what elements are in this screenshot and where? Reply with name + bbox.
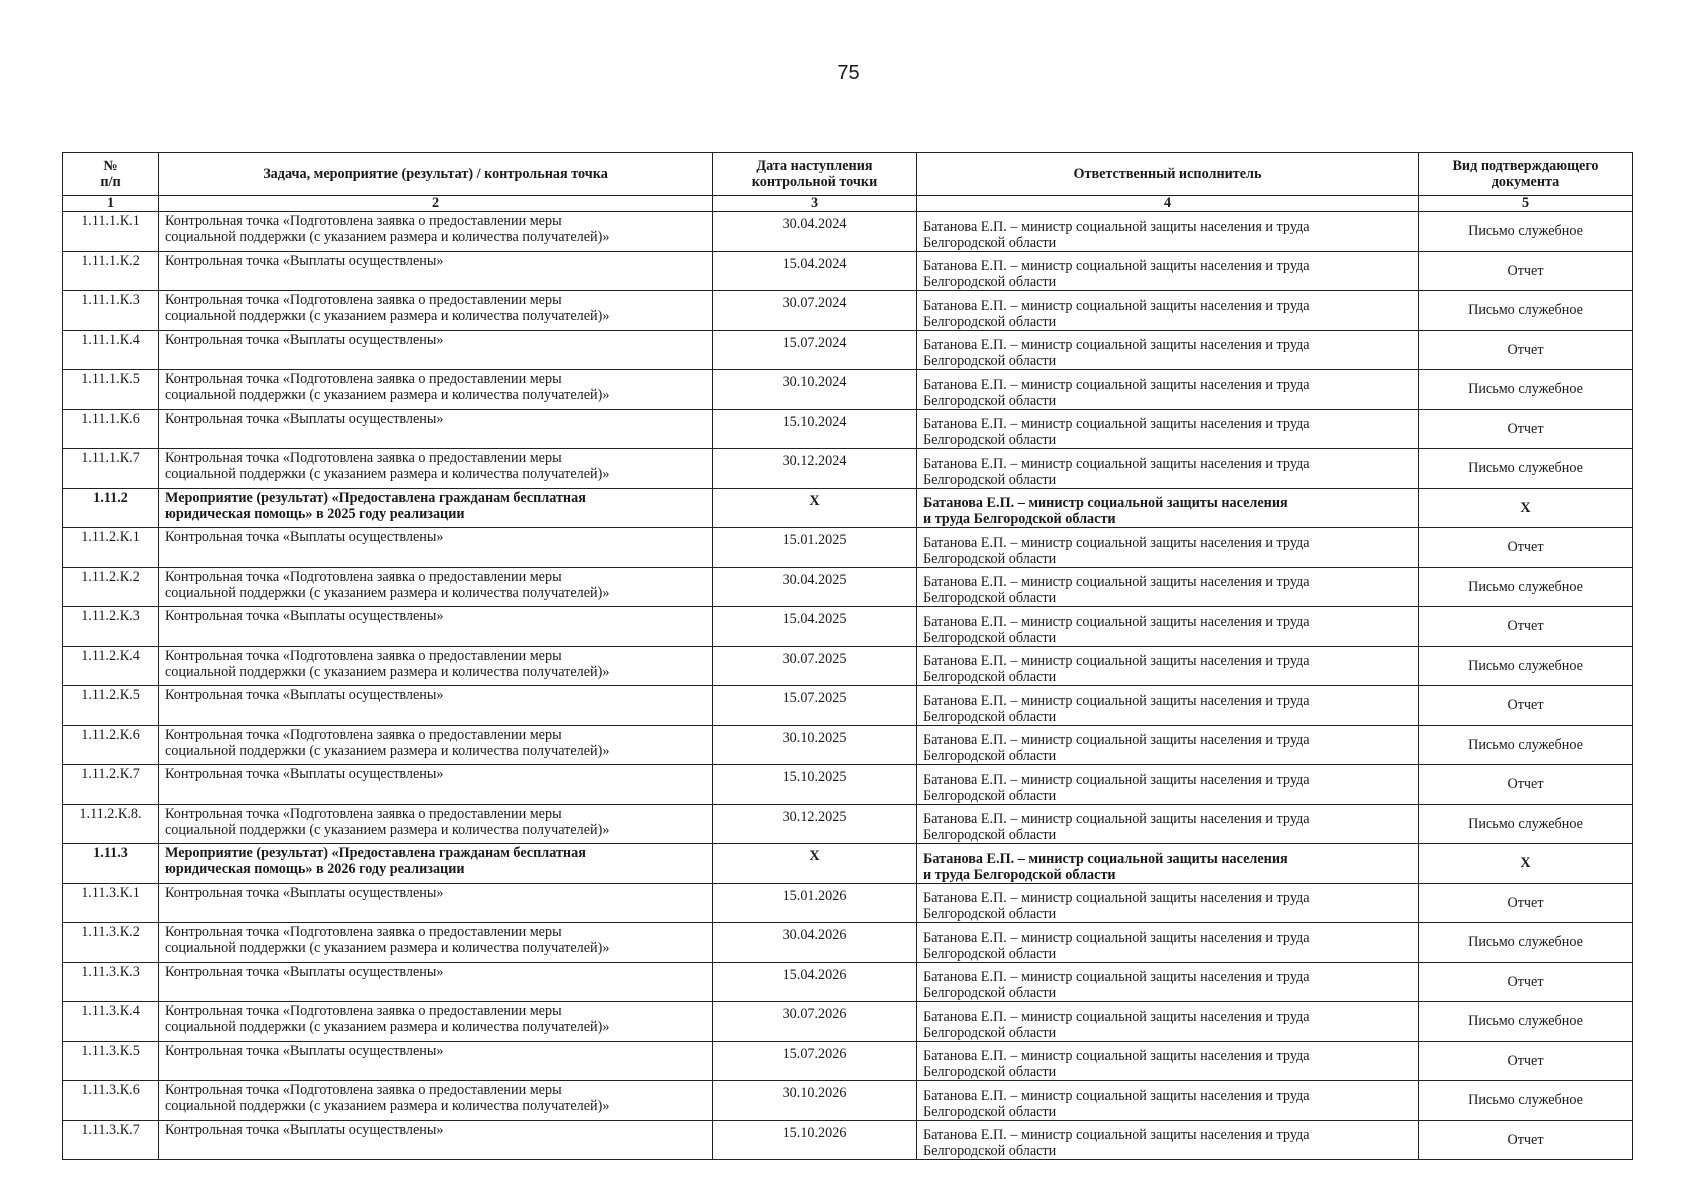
row-task: Контрольная точка «Выплаты осуществлены» <box>159 409 713 449</box>
row-task: Мероприятие (результат) «Предоставлена гражданам бесплатная юридическая помощь» в 2026 году реализации <box>159 844 713 884</box>
row-date: 30.10.2025 <box>713 725 917 765</box>
row-document: Отчет <box>1419 883 1633 923</box>
row-date: 15.04.2026 <box>713 962 917 1002</box>
row-number: 1.11.1.К.4 <box>63 330 159 370</box>
row-number: 1.11.2.К.5 <box>63 686 159 726</box>
row-document: Отчет <box>1419 1041 1633 1081</box>
header-row <box>63 153 1633 196</box>
row-executor: Батанова Е.П. – министр социальной защиты населения и труда Белгородской области <box>917 1041 1419 1081</box>
row-date: 15.07.2026 <box>713 1041 917 1081</box>
table-row <box>63 646 1633 686</box>
table-row <box>63 370 1633 410</box>
row-task: Контрольная точка «Подготовлена заявка о предоставлении меры социальной поддержки (с указанием размера и количества получателей)» <box>159 212 713 252</box>
row-task: Контрольная точка «Выплаты осуществлены» <box>159 1041 713 1081</box>
column-number: 2 <box>159 196 713 212</box>
row-document: Отчет <box>1419 607 1633 647</box>
row-executor: Батанова Е.П. – министр социальной защиты населения и труда Белгородской области <box>917 291 1419 331</box>
column-number: 4 <box>917 196 1419 212</box>
table-row <box>63 686 1633 726</box>
row-task: Контрольная точка «Выплаты осуществлены» <box>159 1120 713 1160</box>
row-executor: Батанова Е.П. – министр социальной защиты населения и труда Белгородской области <box>917 804 1419 844</box>
row-task: Контрольная точка «Подготовлена заявка о предоставлении меры социальной поддержки (с указанием размера и количества получателей)» <box>159 804 713 844</box>
row-date: 30.12.2024 <box>713 449 917 489</box>
row-document: Отчет <box>1419 409 1633 449</box>
row-document: Письмо служебное <box>1419 923 1633 963</box>
row-date: 30.04.2025 <box>713 567 917 607</box>
row-number: 1.11.2.К.6 <box>63 725 159 765</box>
row-executor: Батанова Е.П. – министр социальной защиты населения и труда Белгородской области <box>917 1002 1419 1042</box>
row-number: 1.11.1.К.7 <box>63 449 159 489</box>
row-executor: Батанова Е.П. – министр социальной защиты населения и труда Белгородской области <box>917 251 1419 291</box>
row-number: 1.11.2.К.7 <box>63 765 159 805</box>
row-document: X <box>1419 488 1633 528</box>
row-date: 30.07.2025 <box>713 646 917 686</box>
table-row <box>63 923 1633 963</box>
row-executor: Батанова Е.П. – министр социальной защиты населения и труда Белгородской области <box>917 330 1419 370</box>
table-row <box>63 962 1633 1002</box>
row-number: 1.11.3.К.4 <box>63 1002 159 1042</box>
row-task: Контрольная точка «Подготовлена заявка о предоставлении меры социальной поддержки (с указанием размера и количества получателей)» <box>159 449 713 489</box>
row-date: 15.04.2024 <box>713 251 917 291</box>
row-executor: Батанова Е.П. – министр социальной защиты населения и труда Белгородской области <box>917 409 1419 449</box>
column-number: 5 <box>1419 196 1633 212</box>
row-date: 15.07.2024 <box>713 330 917 370</box>
row-executor: Батанова Е.П. – министр социальной защиты населения и труда Белгородской области <box>917 607 1419 647</box>
row-task: Контрольная точка «Выплаты осуществлены» <box>159 330 713 370</box>
row-executor: Батанова Е.П. – министр социальной защиты населения и труда Белгородской области <box>917 923 1419 963</box>
header-executor: Ответственный исполнитель <box>917 153 1419 196</box>
row-date: 30.07.2026 <box>713 1002 917 1042</box>
table-row <box>63 1002 1633 1042</box>
row-task: Контрольная точка «Подготовлена заявка о предоставлении меры социальной поддержки (с указанием размера и количества получателей)» <box>159 567 713 607</box>
header-number: № п/п <box>63 153 159 196</box>
row-number: 1.11.2 <box>63 488 159 528</box>
row-date: 15.01.2025 <box>713 528 917 568</box>
table-row <box>63 844 1633 884</box>
table-header <box>63 153 1633 212</box>
row-date: X <box>713 488 917 528</box>
table-row <box>63 449 1633 489</box>
row-executor: Батанова Е.П. – министр социальной защиты населения и труда Белгородской области <box>917 488 1419 528</box>
row-executor: Батанова Е.П. – министр социальной защиты населения и труда Белгородской области <box>917 528 1419 568</box>
row-number: 1.11.1.К.1 <box>63 212 159 252</box>
row-date: 30.04.2024 <box>713 212 917 252</box>
row-task: Мероприятие (результат) «Предоставлена гражданам бесплатная юридическая помощь» в 2025 году реализации <box>159 488 713 528</box>
row-document: Отчет <box>1419 765 1633 805</box>
header-column-numbers <box>63 196 1633 212</box>
row-number: 1.11.2.К.8. <box>63 804 159 844</box>
row-document: Письмо служебное <box>1419 212 1633 252</box>
row-document: Письмо служебное <box>1419 449 1633 489</box>
row-document: Отчет <box>1419 251 1633 291</box>
row-number: 1.11.1.К.5 <box>63 370 159 410</box>
row-number: 1.11.2.К.2 <box>63 567 159 607</box>
row-task: Контрольная точка «Выплаты осуществлены» <box>159 765 713 805</box>
row-document: Отчет <box>1419 1120 1633 1160</box>
row-executor: Батанова Е.П. – министр социальной защиты населения и труда Белгородской области <box>917 765 1419 805</box>
row-task: Контрольная точка «Подготовлена заявка о предоставлении меры социальной поддержки (с указанием размера и количества получателей)» <box>159 646 713 686</box>
row-date: 15.10.2026 <box>713 1120 917 1160</box>
row-number: 1.11.3.К.1 <box>63 883 159 923</box>
row-document: Письмо служебное <box>1419 291 1633 331</box>
table-row <box>63 409 1633 449</box>
row-executor: Батанова Е.П. – министр социальной защиты населения и труда Белгородской области <box>917 725 1419 765</box>
row-number: 1.11.3 <box>63 844 159 884</box>
table-row <box>63 212 1633 252</box>
table-row <box>63 528 1633 568</box>
row-number: 1.11.3.К.5 <box>63 1041 159 1081</box>
row-executor: Батанова Е.П. – министр социальной защиты населения и труда Белгородской области <box>917 1120 1419 1160</box>
row-document: Письмо служебное <box>1419 370 1633 410</box>
row-executor: Батанова Е.П. – министр социальной защиты населения и труда Белгородской области <box>917 212 1419 252</box>
row-document: Письмо служебное <box>1419 646 1633 686</box>
row-number: 1.11.3.К.2 <box>63 923 159 963</box>
row-task: Контрольная точка «Выплаты осуществлены» <box>159 962 713 1002</box>
row-executor: Батанова Е.П. – министр социальной защиты населения и труда Белгородской области <box>917 686 1419 726</box>
row-task: Контрольная точка «Выплаты осуществлены» <box>159 883 713 923</box>
table-row <box>63 725 1633 765</box>
row-document: Отчет <box>1419 330 1633 370</box>
row-executor: Батанова Е.П. – министр социальной защиты населения и труда Белгородской области <box>917 1081 1419 1121</box>
row-date: X <box>713 844 917 884</box>
row-date: 15.10.2025 <box>713 765 917 805</box>
table-row <box>63 804 1633 844</box>
row-document: Письмо служебное <box>1419 725 1633 765</box>
control-points-table <box>62 152 1633 1160</box>
row-executor: Батанова Е.П. – министр социальной защиты населения и труда Белгородской области <box>917 370 1419 410</box>
row-document: Отчет <box>1419 686 1633 726</box>
row-date: 30.12.2025 <box>713 804 917 844</box>
table-row <box>63 1041 1633 1081</box>
row-executor: Батанова Е.П. – министр социальной защиты населения и труда Белгородской области <box>917 449 1419 489</box>
column-number: 1 <box>63 196 159 212</box>
row-executor: Батанова Е.П. – министр социальной защиты населения и труда Белгородской области <box>917 567 1419 607</box>
row-task: Контрольная точка «Выплаты осуществлены» <box>159 686 713 726</box>
row-executor: Батанова Е.П. – министр социальной защиты населения и труда Белгородской области <box>917 646 1419 686</box>
row-number: 1.11.2.К.3 <box>63 607 159 647</box>
row-number: 1.11.1.К.2 <box>63 251 159 291</box>
row-task: Контрольная точка «Выплаты осуществлены» <box>159 528 713 568</box>
row-date: 30.10.2026 <box>713 1081 917 1121</box>
table-row <box>63 1120 1633 1160</box>
row-task: Контрольная точка «Подготовлена заявка о предоставлении меры социальной поддержки (с указанием размера и количества получателей)» <box>159 291 713 331</box>
row-document: Письмо служебное <box>1419 804 1633 844</box>
row-task: Контрольная точка «Подготовлена заявка о предоставлении меры социальной поддержки (с указанием размера и количества получателей)» <box>159 370 713 410</box>
row-number: 1.11.3.К.3 <box>63 962 159 1002</box>
table-row <box>63 765 1633 805</box>
row-task: Контрольная точка «Подготовлена заявка о предоставлении меры социальной поддержки (с указанием размера и количества получателей)» <box>159 923 713 963</box>
row-number: 1.11.2.К.4 <box>63 646 159 686</box>
table-row <box>63 330 1633 370</box>
row-document: Письмо служебное <box>1419 1002 1633 1042</box>
row-document: Письмо служебное <box>1419 567 1633 607</box>
table-row <box>63 488 1633 528</box>
table-row <box>63 291 1633 331</box>
row-task: Контрольная точка «Подготовлена заявка о предоставлении меры социальной поддержки (с указанием размера и количества получателей)» <box>159 1002 713 1042</box>
row-document: Письмо служебное <box>1419 1081 1633 1121</box>
row-executor: Батанова Е.П. – министр социальной защиты населения и труда Белгородской области <box>917 883 1419 923</box>
header-date: Дата наступления контрольной точки <box>713 153 917 196</box>
column-number: 3 <box>713 196 917 212</box>
row-number: 1.11.3.К.7 <box>63 1120 159 1160</box>
row-number: 1.11.2.К.1 <box>63 528 159 568</box>
row-date: 15.01.2026 <box>713 883 917 923</box>
table-row <box>63 1081 1633 1121</box>
header-task: Задача, мероприятие (результат) / контрольная точка <box>159 153 713 196</box>
row-document: X <box>1419 844 1633 884</box>
row-task: Контрольная точка «Подготовлена заявка о предоставлении меры социальной поддержки (с указанием размера и количества получателей)» <box>159 725 713 765</box>
row-date: 15.10.2024 <box>713 409 917 449</box>
table-row <box>63 567 1633 607</box>
table-body <box>63 212 1633 1160</box>
row-task: Контрольная точка «Подготовлена заявка о предоставлении меры социальной поддержки (с указанием размера и количества получателей)» <box>159 1081 713 1121</box>
row-document: Отчет <box>1419 528 1633 568</box>
row-number: 1.11.1.К.3 <box>63 291 159 331</box>
row-document: Отчет <box>1419 962 1633 1002</box>
row-date: 15.07.2025 <box>713 686 917 726</box>
header-document: Вид подтверждающего документа <box>1419 153 1633 196</box>
row-date: 30.04.2026 <box>713 923 917 963</box>
row-date: 30.07.2024 <box>713 291 917 331</box>
table-row <box>63 883 1633 923</box>
page-number: 75 <box>837 62 860 84</box>
row-date: 30.10.2024 <box>713 370 917 410</box>
row-number: 1.11.3.К.6 <box>63 1081 159 1121</box>
row-number: 1.11.1.К.6 <box>63 409 159 449</box>
row-date: 15.04.2025 <box>713 607 917 647</box>
table-row <box>63 251 1633 291</box>
row-executor: Батанова Е.П. – министр социальной защиты населения и труда Белгородской области <box>917 962 1419 1002</box>
row-task: Контрольная точка «Выплаты осуществлены» <box>159 251 713 291</box>
row-executor: Батанова Е.П. – министр социальной защиты населения и труда Белгородской области <box>917 844 1419 884</box>
table-row <box>63 607 1633 647</box>
row-task: Контрольная точка «Выплаты осуществлены» <box>159 607 713 647</box>
